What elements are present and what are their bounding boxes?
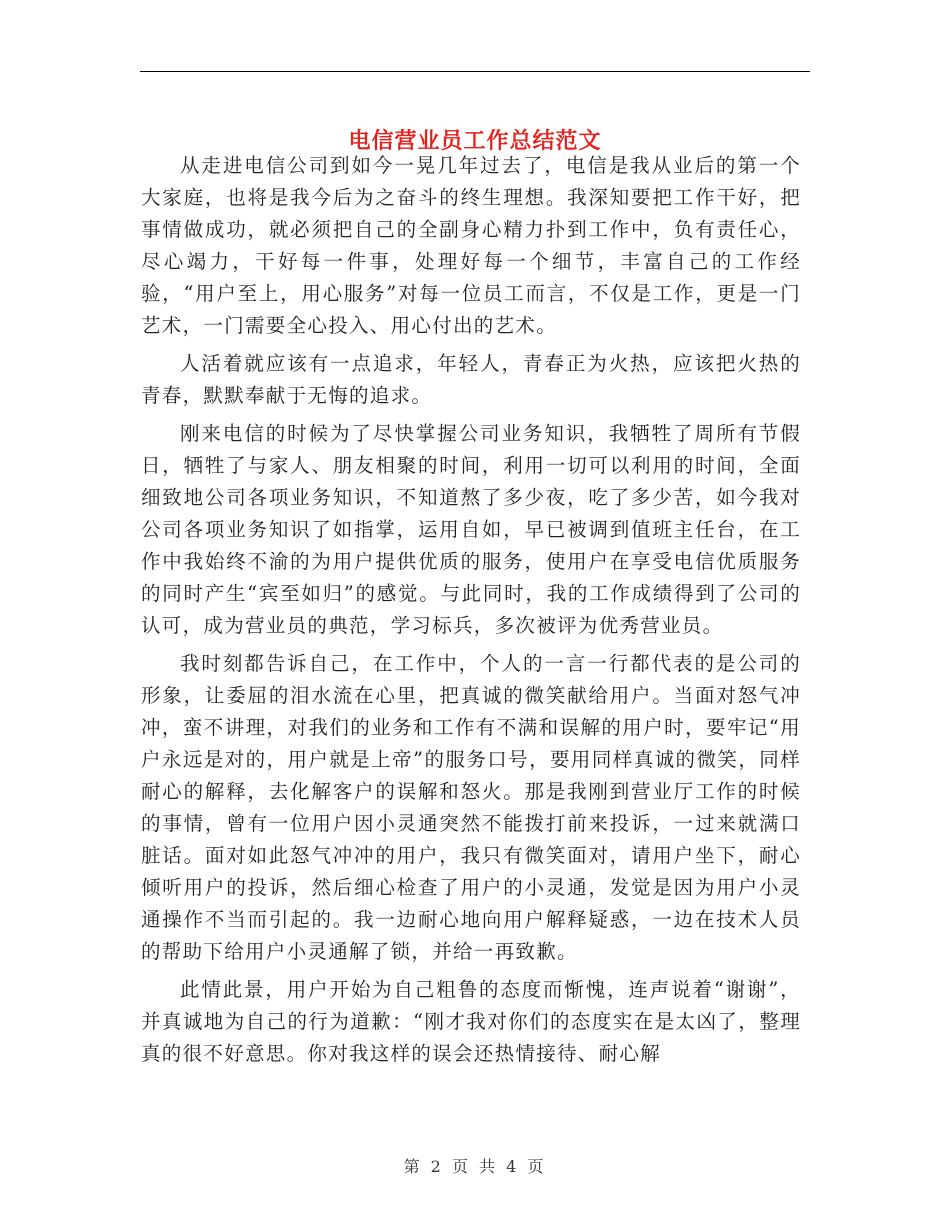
page-number-footer: 第 2 页 共 4 页 bbox=[403, 1157, 547, 1176]
header-rule bbox=[140, 71, 810, 72]
paragraph-3: 刚来电信的时候为了尽快掌握公司业务知识，我牺牲了周所有节假日，牺牲了与家人、朋友相聚的时间，利用一切可以利用的时间，全面细致地公司各项业务知识，不知道熬了多少夜，吃了多少苦，如今我对公司各项业务知识了如指掌，运用自如，早已被调到值班主任台，在工作中我始终不渝的为用户提供优质的服务，使用户在享受电信优质服务的同时产生“宾至如归”的感觉。与此同时，我的工作成绩得到了公司的认可，成为营业员的典范，学习标兵，多次被评为优秀营业员。 bbox=[141, 422, 801, 637]
paragraph-1: 从走进电信公司到如今一晃几年过去了，电信是我从业后的第一个大家庭，也将是我今后为之奋斗的终生理想。我深知要把工作干好，把事情做成功，就必须把自己的全副身心精力扑到工作中，负有责任心，尽心竭力，干好每一件事，处理好每一个细节，丰富自己的工作经验，“用户至上，用心服务”对每一位员工而言，不仅是工作，更是一门艺术，一门需要全心投入、用心付出的艺术。 bbox=[141, 154, 801, 337]
paragraph-5: 此情此景，用户开始为自己粗鲁的态度而惭愧，连声说着“谢谢”，并真诚地为自己的行为道歉：“刚才我对你们的态度实在是太凶了，整理真的很不好意思。你对我这样的误会还热情接待、耐心解 bbox=[141, 978, 801, 1065]
document-body bbox=[141, 150, 801, 1070]
document-title: 电信营业员工作总结范文 bbox=[348, 127, 602, 154]
paragraph-4: 我时刻都告诉自己，在工作中，个人的一言一行都代表的是公司的形象，让委屈的泪水流在心里，把真诚的微笑献给用户。当面对怒气冲冲，蛮不讲理，对我们的业务和工作有不满和误解的用户时，要牢记“用户永远是对的，用户就是上帝”的服务口号，要用同样真诚的微笑，同样耐心的解释，去化解客户的误解和怒火。那是我刚到营业厅工作的时候的事情，曾有一位用户因小灵通突然不能拨打前来投诉，一过来就满口脏话。面对如此怒气冲冲的用户，我只有微笑面对，请用户坐下，耐心倾听用户的投诉，然后细心检查了用户的小灵通，发觉是因为用户小灵通操作不当而引起的。我一边耐心地向用户解释疑惑，一边在技术人员的帮助下给用户小灵通解了锁，并给一再致歉。 bbox=[141, 652, 801, 963]
paragraph-2: 人活着就应该有一点追求，年轻人，青春正为火热，应该把火热的青春，默默奉献于无悔的追求。 bbox=[141, 352, 801, 407]
